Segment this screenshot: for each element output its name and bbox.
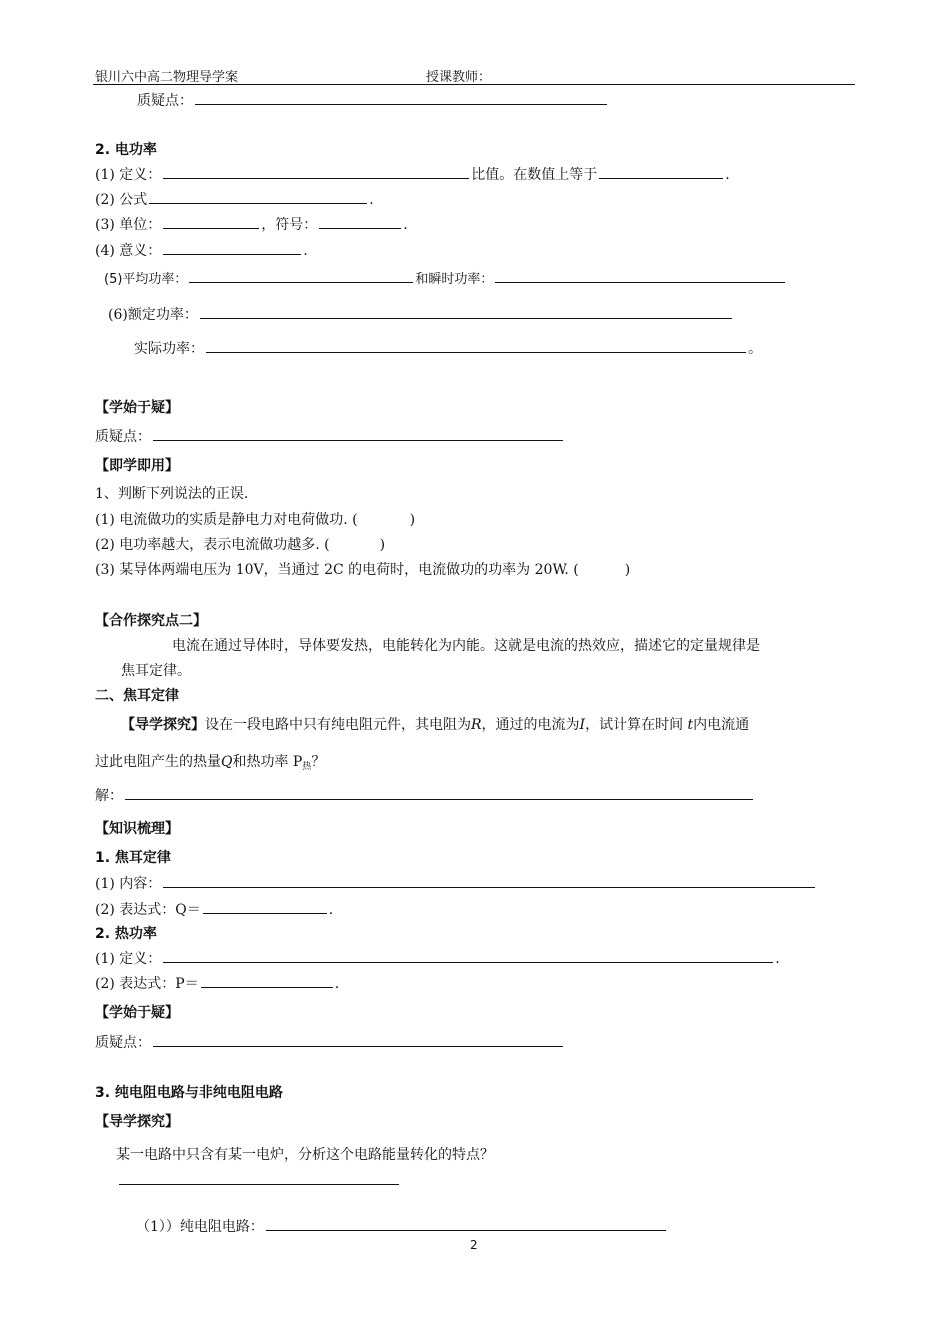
power-average-blank[interactable] [189,270,413,283]
power-meaning-line [95,242,308,260]
power-title: 2. 电功率 [95,142,157,158]
apply-item-3 [95,561,630,579]
power-definition-line [95,166,730,184]
power-symbol-blank[interactable] [319,216,401,229]
power-unit-end: . [403,217,408,233]
power-formula-prefix: (2) 公式 [95,192,148,208]
joule-guide-title: 【导学探究】 [121,717,205,733]
joule-answer-label: 解： [95,788,123,804]
apply-item-2-text: (2) 电功率越大，表示电流做功越多. ( [95,537,330,553]
joule-line2-b: 和热功率 P [232,754,303,770]
page-number: 2 [470,1238,478,1252]
power-unit-middle: ，符号： [261,217,318,233]
apply-item-3-text: (3) 某导体两端电压为 10V，当通过 2C 的电荷时，电流做功的功率为 20W. ( [95,562,579,578]
apply-intro: 1、判断下列说法的正误. [95,486,249,502]
header-teacher-label: 授课教师： [426,70,492,85]
power-meaning-end: . [303,243,308,259]
joule-guide-b: ，通过的电流为 [481,717,580,733]
power-average-line [104,270,787,289]
power-unit-line [95,216,408,234]
var-r: R [471,717,482,733]
doubt1-label: 质疑点： [95,429,151,445]
top-question-blank[interactable] [195,92,607,105]
apply-item-3-close: ) [624,562,631,578]
knowledge-def-label: (1) 定义： [95,951,162,967]
joule-guide-line [121,716,749,734]
power-actual-blank[interactable] [206,340,746,353]
power-formula-end: . [369,192,374,208]
knowledge-expr-label: (2) 表达式：Q＝ [95,902,201,918]
knowledge-content-label: (1) 内容： [95,876,162,892]
knowledge-heat-expr-end: . [334,976,340,992]
circuit-item1-line [136,1218,668,1236]
knowledge-expr-end: . [328,902,334,918]
power-rated-line [108,306,734,324]
var-i: I [579,717,586,733]
joule-guide-d: 内电流通 [693,717,750,733]
apply-title: 【即学即用】 [95,458,179,474]
power-rated-prefix: (6)额定功率： [108,307,198,323]
circuit-title: 3. 纯电阻电路与非纯电阻电路 [95,1085,283,1101]
circuit-item1-blank[interactable] [266,1218,666,1231]
joule-title: 二、焦耳定律 [95,688,179,704]
apply-item-1 [95,511,415,529]
knowledge-content-blank[interactable] [163,875,815,888]
apply-item-1-close: ) [409,512,416,528]
joule-answer-blank[interactable] [125,787,753,800]
knowledge-expr-line [95,901,333,919]
apply-item-2 [95,536,385,554]
power-instant-blank[interactable] [495,270,785,283]
knowledge-def-blank[interactable] [163,950,773,963]
circuit-item1-label: （1））纯电阻电路： [136,1219,264,1235]
doubt2-line [95,1034,565,1052]
power-meaning-prefix: (4) 意义： [95,243,162,259]
circuit-guide-title: 【导学探究】 [95,1114,179,1130]
coop-para-2: 焦耳定律。 [121,663,191,679]
knowledge-content-line [95,875,817,893]
power-rated-blank[interactable] [200,306,732,319]
power-actual-line [134,340,762,358]
coop-para-1: 电流在通过导体时，导体要发热，电能转化为内能。这就是电流的热效应，描述它的定量规律是 [172,638,760,654]
power-actual-end: 。 [748,341,762,357]
doubt2-title: 【学始于疑】 [95,1005,179,1021]
joule-guide-c: ，试计算在时间 [585,717,684,733]
power-definition-blank-1[interactable] [163,166,469,179]
doubt2-label: 质疑点： [95,1035,151,1051]
apply-item-1-text: (1) 电流做功的实质是静电力对电荷做功. ( [95,512,358,528]
power-formula-line [95,191,374,209]
top-question-line [137,92,609,110]
power-definition-middle: 比值。在数值上等于 [471,167,598,183]
knowledge-def-line [95,950,780,968]
apply-item-2-close: ) [379,537,386,553]
power-actual-prefix: 实际功率： [134,341,204,357]
knowledge-def-end: . [775,951,780,967]
joule-guide-line-2 [95,753,325,776]
joule-line2-sub: 热 [302,762,312,772]
header-school: 银川六中高二物理导学案 [95,70,239,85]
top-question-label: 质疑点： [137,93,193,109]
var-t: t [687,717,694,733]
header-rule [93,84,855,85]
power-definition-prefix: (1) 定义： [95,167,162,183]
var-q: Q [221,754,233,770]
power-average-prefix: (5)平均功率： [104,272,188,287]
power-meaning-blank[interactable] [163,242,301,255]
doubt1-blank[interactable] [153,428,563,441]
knowledge-title: 【知识梳理】 [95,821,179,837]
circuit-question: 某一电路中只含有某一电炉，分析这个电路能量转化的特点？ [116,1147,494,1163]
joule-answer-line [95,787,755,805]
knowledge-law-title: 1. 焦耳定律 [95,850,171,866]
doubt2-blank[interactable] [153,1034,563,1047]
joule-line2-a: 过此电阻产生的热量 [95,754,221,770]
power-definition-blank-2[interactable] [599,166,723,179]
power-definition-end: . [725,167,730,183]
knowledge-heat-title: 2. 热功率 [95,926,157,942]
joule-line2-end: ？ [311,754,326,770]
power-unit-prefix: (3) 单位： [95,217,162,233]
knowledge-heat-expr-label: (2) 表达式：P＝ [95,976,199,992]
circuit-answer-blank[interactable] [119,1184,399,1185]
power-unit-blank[interactable] [163,216,259,229]
knowledge-heat-expr-blank[interactable] [201,975,333,988]
doubt1-title: 【学始于疑】 [95,400,179,416]
joule-guide-a: 设在一段电路中只有纯电阻元件，其电阻为 [205,717,471,733]
power-average-middle: 和瞬时功率： [415,272,494,287]
knowledge-heat-expr-line [95,975,339,993]
knowledge-expr-blank[interactable] [203,901,327,914]
power-formula-blank[interactable] [149,191,367,204]
coop-title: 【合作探究点二】 [95,613,207,629]
doubt1-line [95,428,565,446]
